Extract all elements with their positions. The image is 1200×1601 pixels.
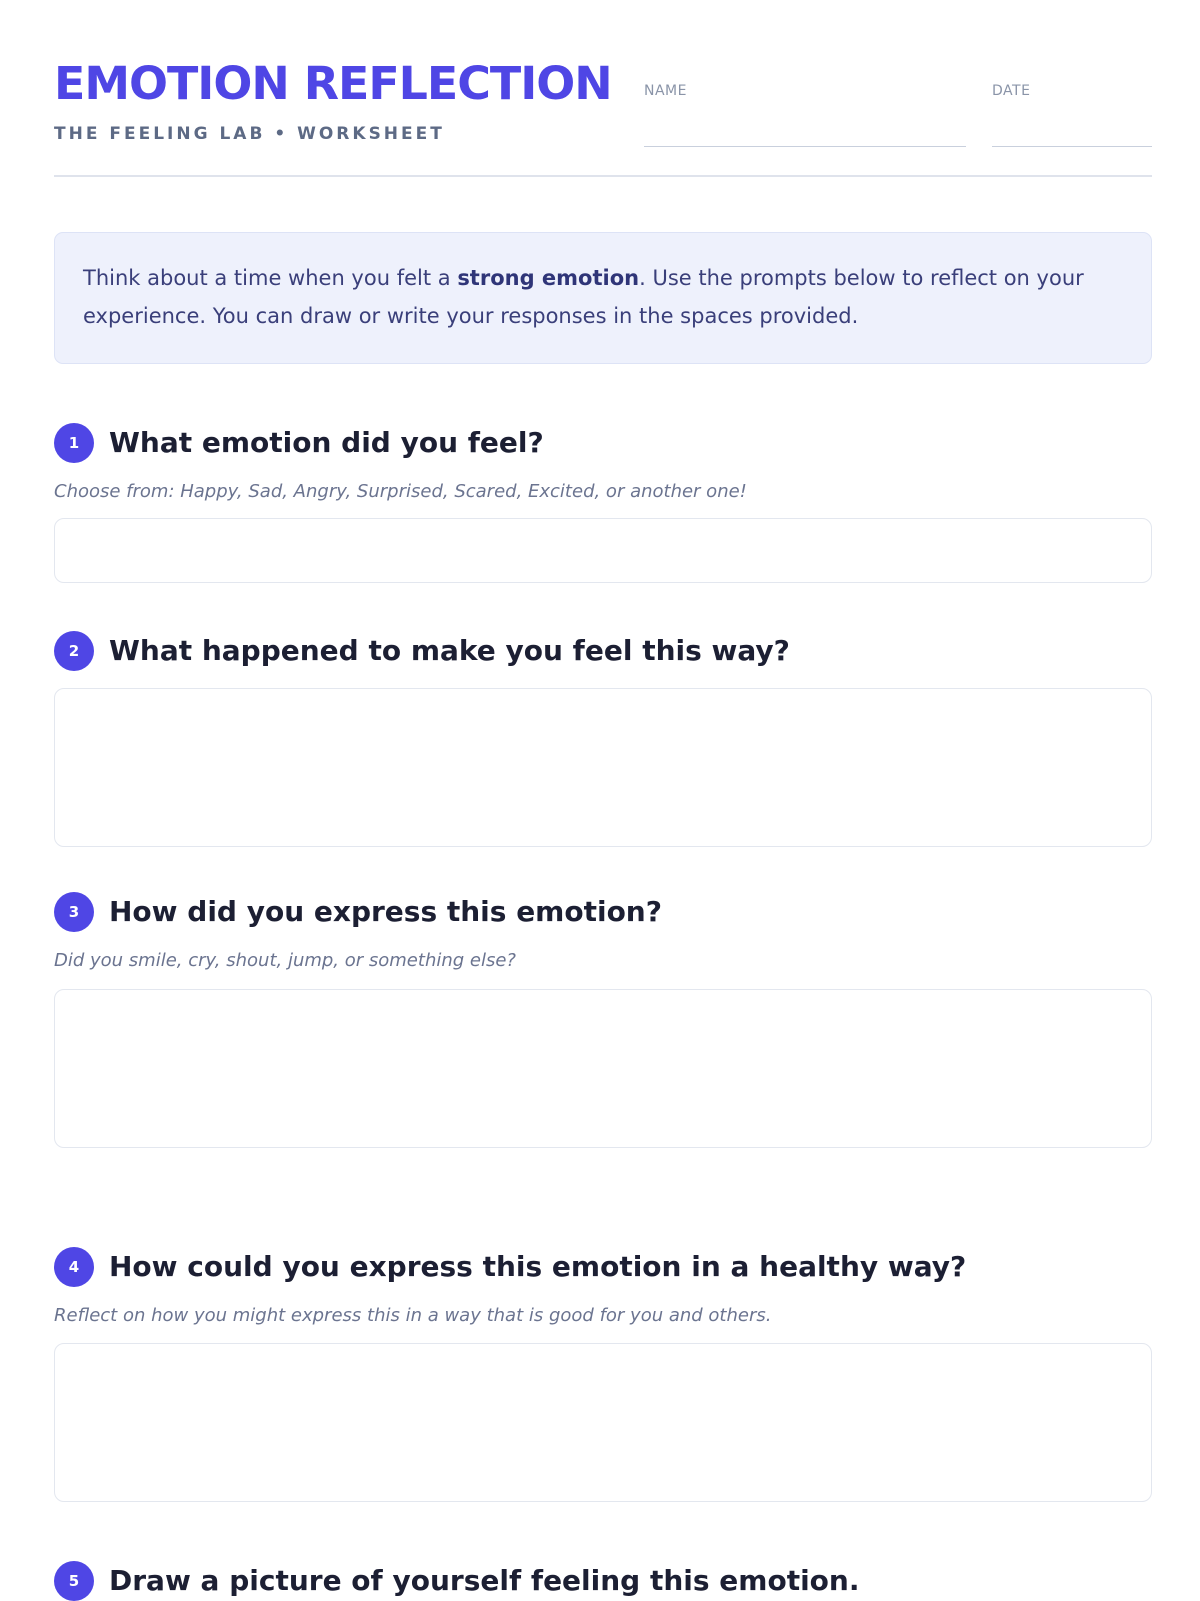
- question-3-title: How did you express this emotion?: [109, 895, 662, 928]
- name-field[interactable]: [644, 146, 966, 147]
- intro-text-end: . Use the prompts below to reflect on your experience. You can draw or write your responses in the spaces provided.: [83, 266, 1084, 328]
- question-2-answer-box[interactable]: [54, 688, 1152, 847]
- question-2-title: What happened to make you feel this way?: [109, 634, 790, 667]
- question-4: [54, 1247, 1152, 1326]
- question-1: [54, 423, 1152, 502]
- question-1-title: What emotion did you feel?: [109, 426, 544, 459]
- question-2-header: [54, 631, 1152, 671]
- page-subtitle: THE FEELING LAB • WORKSHEET: [54, 124, 445, 144]
- question-3-number-badge: 3: [54, 892, 94, 932]
- question-4-title: How could you express this emotion in a healthy way?: [109, 1250, 967, 1283]
- date-label: DATE: [992, 83, 1031, 99]
- question-4-hint: Reflect on how you might express this in a way that is good for you and others.: [54, 1305, 772, 1326]
- question-3-answer-box[interactable]: [54, 989, 1152, 1148]
- intro-box: [54, 232, 1152, 364]
- question-3-hint: Did you smile, cry, shout, jump, or something else?: [54, 950, 516, 971]
- question-2: [54, 631, 1152, 671]
- question-1-header: [54, 423, 1152, 463]
- question-5: [54, 1561, 1152, 1601]
- date-field[interactable]: [992, 146, 1152, 147]
- intro-emphasis: strong emotion: [457, 266, 640, 290]
- page-title: EMOTION REFLECTION: [54, 57, 612, 110]
- intro-text-start: Think about a time when you felt a: [83, 266, 458, 290]
- question-4-number-badge: 4: [54, 1247, 94, 1287]
- question-4-answer-box[interactable]: [54, 1343, 1152, 1502]
- question-4-header: [54, 1247, 1152, 1287]
- question-1-answer-box[interactable]: [54, 518, 1152, 583]
- name-label: NAME: [644, 83, 687, 99]
- question-1-hint: Choose from: Happy, Sad, Angry, Surprised, Scared, Excited, or another one!: [54, 481, 747, 502]
- question-1-number-badge: 1: [54, 423, 94, 463]
- question-3: [54, 892, 1152, 971]
- question-5-title: Draw a picture of yourself feeling this emotion.: [109, 1564, 860, 1597]
- question-5-number-badge: 5: [54, 1561, 94, 1601]
- header-divider: [54, 175, 1152, 177]
- question-3-header: [54, 892, 1152, 932]
- question-5-header: [54, 1561, 1152, 1601]
- question-2-number-badge: 2: [54, 631, 94, 671]
- worksheet-header: [54, 58, 1152, 178]
